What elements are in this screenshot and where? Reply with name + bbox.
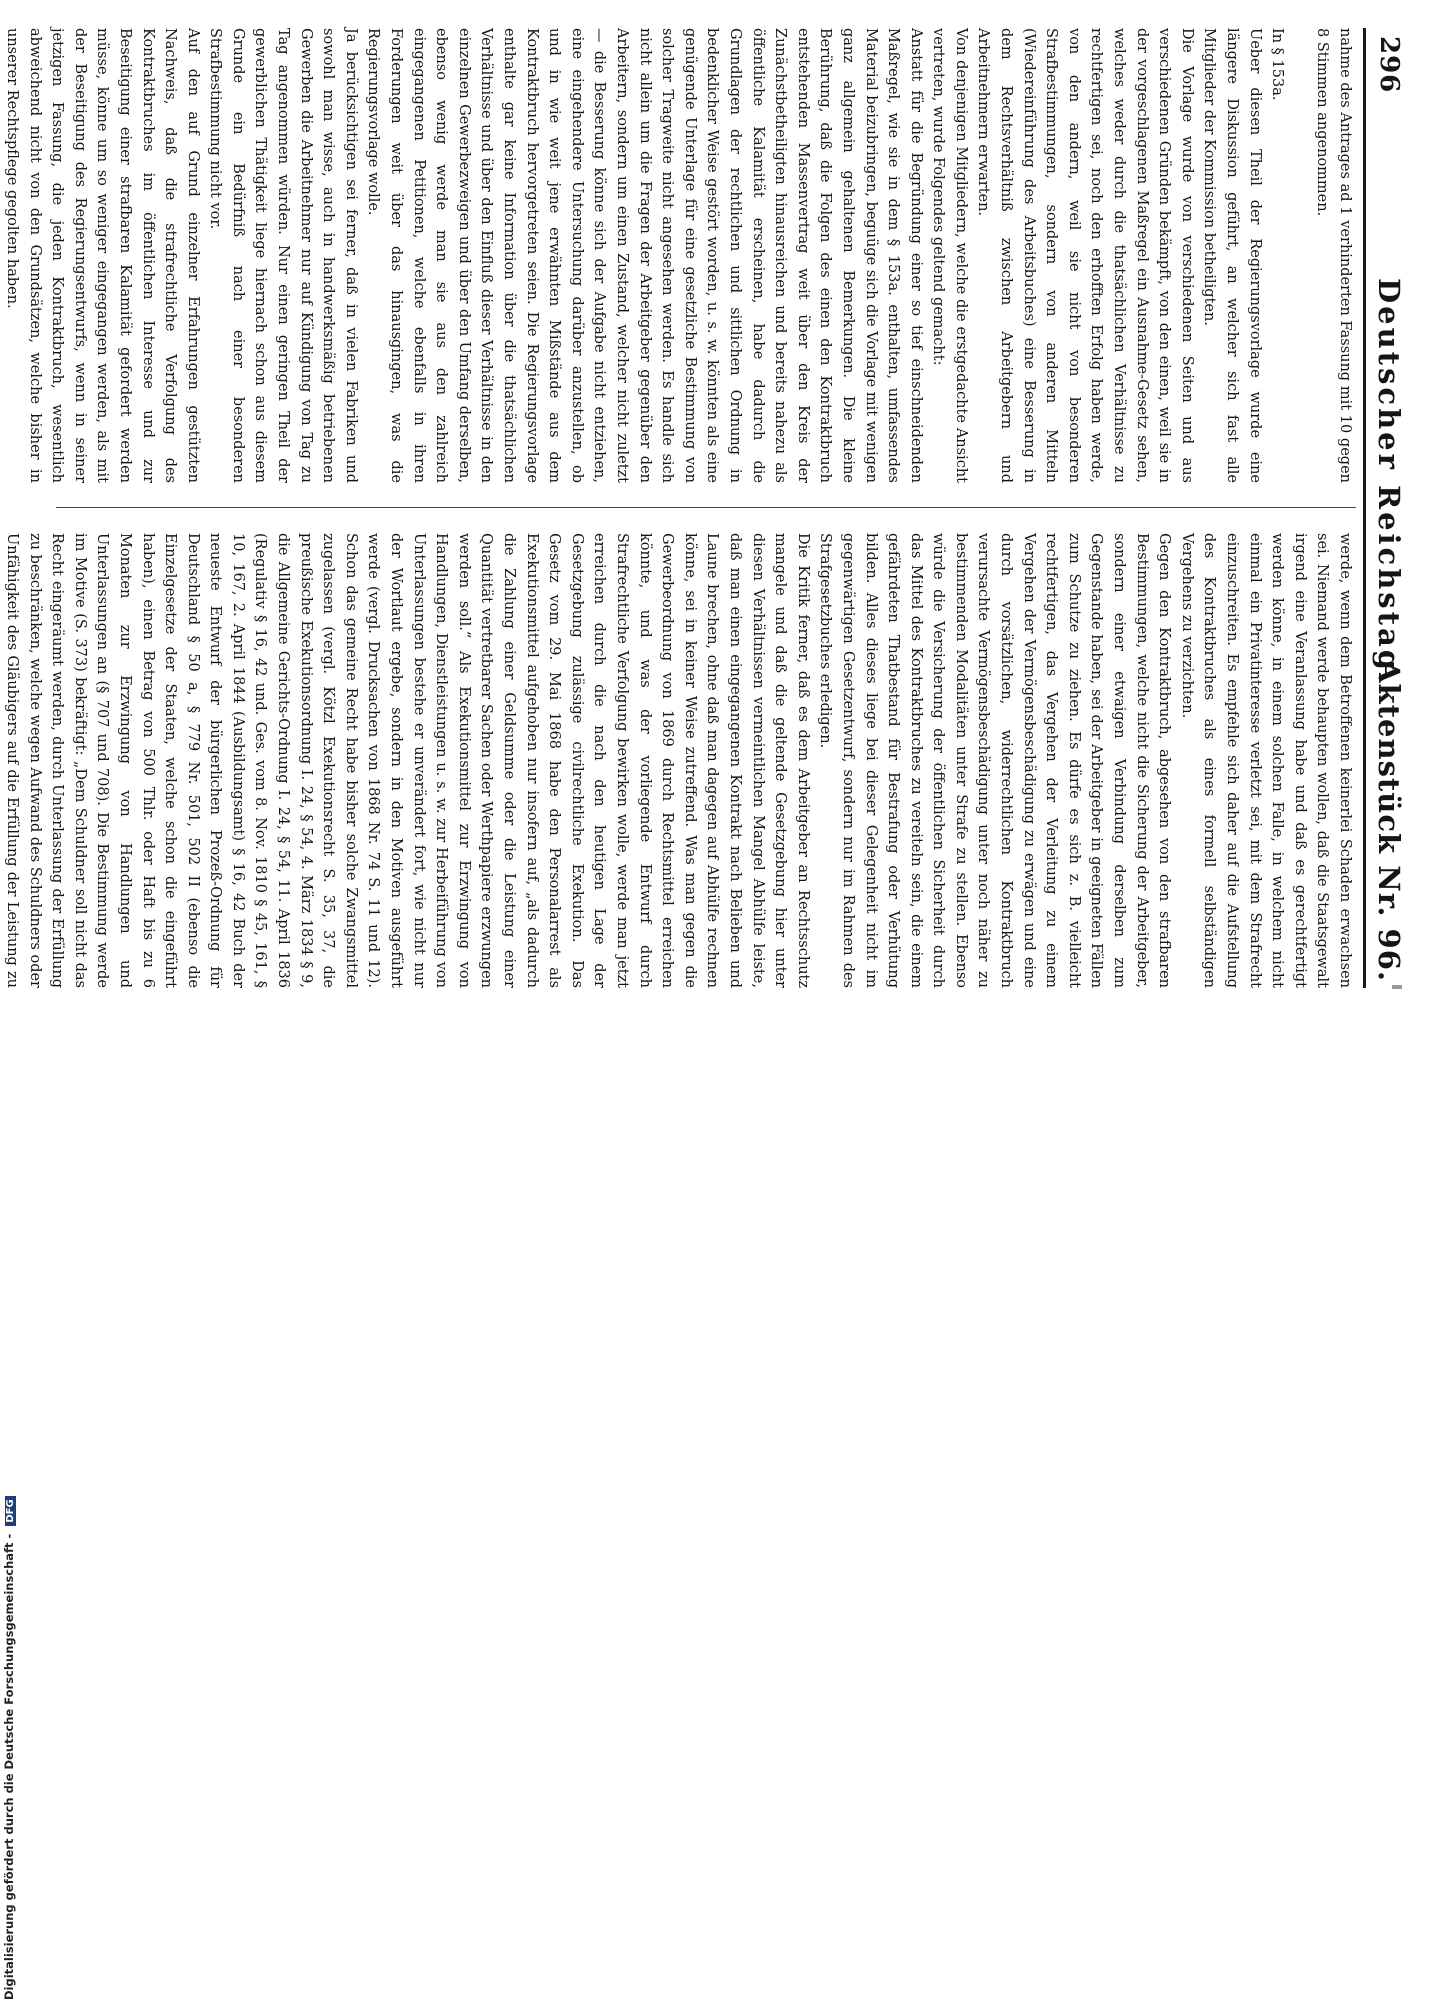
right-column-text: werde, wenn dem Betroffenen keinerlei Schaden erwachsen sei. Niemand werde behaupten wollen, daß die Staatsgewalt irgend eine Veranlassung habe und daß es gerechtfertigt werden könne, in einem solchen Falle, in welchem nicht einmal ein Privatinteresse verletzt sei, mit dem Strafrecht einzuschreiten. Es empfehle sich daher auf die Aufstellung des Kontraktbruches als eines formell selbständigen Vergehens zu verzichten. Gegen den Kontraktbruch, abgesehen von den strafbaren Bestimmungen, welche nicht die Sicherung der Arbeitgeber, sondern einer etwaigen Verbindung derselben zum Gegenstande haben, sei der Arbeitgeber in geeigneten Fällen zum Schutze zu ziehen. Es dürfe es sich z. B. vielleicht rechtfertigen, das Vergehen der Verleitung zu einem Vergehen der Vermögensbeschädigung zu erwägen und eine durch vorsätzlichen, widerrechtlichen Kontraktbruch verursachte Vermögensbeschädigung unter noch näher zu bestimmenden Modalitäten unter Strafe zu stellen. Ebenso würde die Versicherung der öffentlichen Sicherheit durch das Mittel des Kontraktbruches zu vereiteln sein, die einem gefährdeten Thatbestand für Bestrafung oder Verhütung bilden. Alles dieses liege bei dieser Gelegenheit nicht im gegenwärtigen Gesetzentwurf, sondern nur im Rahmen des Strafgesetzbuches erledigen. Die Kritik ferner, daß es dem Arbeitgeber an Rechtsschutz mangele und daß die geltende Gesetzgebung hier unter diesen Verhältnissen vermeintlichen Mangel Abhülfe leiste, daß man einen eingegangenen Kontrakt nach Belieben und Laune brechen, ohne daß man dagegen auf Abhülfe rechnen könne, sei in keiner Weise zutreffend. Was man gegen die Gewerbeordnung von 1869 durch Rechtsmittel erreichen könnte, und was der vorliegende Entwurf durch Strafrechtliche Verfolgung bewirken wolle, werde man jetzt erreichen durch die nach den heutigen Lage der Gesetzgebung zulässige civilrechtliche Exekution. Das Gesetz vom 29. Mai 1868 habe den Personalarrest als Exekutionsmittel aufgehoben nur insofern auf, „als dadurch die Zahlung einer Geldsumme oder die Leistung einer Quantität vertretbarer Sachen oder Werthpapiere erzwungen werden soll.“ Als Exekutionsmittel zur Erzwingung von Handlungen, Dienstleistungen u. s. w. zur Herbeiführung von Unterlassungen bestehe er unverändert fort, wie nicht nur der Wortlaut ergebe, sondern in den Motiven ausgeführt werde (vergl. Drucksachen von 1868 Nr. 74 S. 11 und 12). Schon das gemeine Recht habe bisher solche Zwangsmittel zugelassen (vergl. Kötzl Exekutionsrecht S. 35, 37, die preußische Exekutionsordnung I. 24, § 54, 4. März 1834 § 9, die Allgemeine Gerichts-Ordnung I. 24, § 54, 11. April 1836 (Regulativ § 16, 42 und. Ges. vom 8. Nov. 1810 § 45, 161, § 10, 167, 2. April 1844 (Ausbildungsamt) § 16, 42 Buch der neueste Entwurf der bürgerlichen Prozeß-Ordnung für Deutschland § 50 a, § 779 Nr. 501, 502 II (ebenso die Einzelgesetze der Staaten, welche schon die eingeführt haben), einen Betrag von 500 Thlr. oder Haft bis zu 6 Monaten zur Erzwingung von Handlungen und Unterlassungen an (§ 707 und 708). Die Bestimmung werde im Motive (S. 373) bekräftigt: „Dem Schuldner soll nicht das Recht eingeräumt werden, durch Unterlassung der Erfüllung zu beschränken, welche wegen Aufwand des Schuldners oder Unfähigkeit des Gläubigers auf die Erfüllung der Leistung zu: [3, 533, 1353, 988]
credit-line: [2, 1496, 16, 2000]
scan-artifact: [1392, 985, 1402, 989]
header-rule: [1363, 28, 1366, 988]
column-divider: [56, 507, 1356, 508]
page-header: [1370, 28, 1410, 988]
document-label: Aktenstück Nr. 96.: [1372, 660, 1406, 982]
document-page: [3, 28, 1410, 988]
page-number: 296: [1374, 36, 1404, 94]
left-column-text: nahme des Antrages ad 1 verhinderten Fassung mit 10 gegen 8 Stimmen angenommen. In § 153a. Ueber diesen Theil der Regierungsvorlage wurde eine längere Diskussion geführt, an welcher sich fast alle Mitglieder der Kommission betheiligten. Die Vorlage wurde von verschiedenen Seiten und aus verschiedenen Gründen bekämpft, von den einen, weil sie in der vorgeschlagenen Maßregel ein Ausnahme-Gesetz sehen, welches weder durch die thatsächlichen Verhältnisse zu rechtfertigen sei, noch den erhofften Erfolg haben werde, von den andern, weil sie nicht von besonderen Strafbestimmungen, sondern von anderen Mitteln (Wiedereinführung des Arbeitsbuches) eine Besserung in dem Rechtsverhältniß zwischen Arbeitgebern und Arbeitnehmern erwarten. Von denjenigen Mitgliedern, welche die erstgedachte Ansicht vertreten, wurde Folgendes geltend gemacht: Anstatt für die Begründung einer so tief einschneidenden Maßregel, wie sie in dem § 153a. enthalten, umfassendes Material beizubringen, beguüge sich die Vorlage mit wenigen ganz allgemein gehaltenen Bemerkungen. Die kleine Berührung, daß die Folgen des einen den Kontraktbruch entstehenden Massenvertrag weit über den Kreis der Zunächstbetheiligten hinausreichen und bereits nahezu als öffentliche Kalamität erscheinen, habe dadurch die Grundlagen der rechtlichen und sittlichen Ordnung in bedenklicher Weise gestört worden, u. s. w. könnten als eine genügende Unterlage für eine gesetzliche Bestimmung von solcher Tragweite nicht angesehen werden. Es handle sich nicht allein um die Fragen der Arbeitgeber gegenüber den Arbeitern, sondern um einen Zustand, welcher nicht zuletzt — die Besserung könne sich der Aufgabe nicht entziehen, eine eingehendere Untersuchung darüber anzustellen, ob und in wie weit jene erwähnten Mißstände aus dem Kontraktbruch hervorgetreten seien. Die Regierungsvorlage enthalte gar keine Information über die thatsächlichen Verhältnisse und über den Einfluß dieser Verhältnisse in den einzelnen Gewerbezweigen und über den Umfang derselben, ebenso wenig werde man sie aus den zahlreich eingegangenen Petitionen, welche ebenfalls in ihren Forderungen weit über das hinausgingen, was die Regierungsvorlage wolle. Ja berücksichtigen sei ferner, daß in vielen Fabriken und sowohl man wisse, auch in handwerksmäßig betriebenen Gewerben die Arbeitnehmer nur auf Kündigung von Tag zu Tag angenommen würden. Nur einen geringen Theil der gewerblichen Thätigkeit liege hiernach schon aus diesem Grunde ein Bedürfniß nach einer besonderen Strafbestimmung nicht vor. Auf den auf Grund einzelner Erfahrungen gestützten Nachweis, daß die strafrechtliche Verfolgung des Kontraktbruches im öffentlichen Interesse und zur Beseitigung einer strafbaren Kalamität gefordert werden müsse, könne um so weniger eingegangen werden, als mit der Beseitigung des Regierungsentwurfs, wenn in seiner jetzigen Fassung, die jeden Kontraktbruch, wesentlich abweichend nicht von den Grundsätzen, welche bisher in unserer Rechtspflege gegolten haben.: [3, 28, 1353, 483]
credit-text: Digitalisierung gefördert durch die Deutsche Forschungsgemeinschaft -: [2, 1533, 16, 2000]
margin-credit: [0, 1000, 28, 2000]
publication-title: Deutscher Reichstag.: [1372, 278, 1406, 687]
dfg-logo: DFG: [5, 1496, 16, 1525]
